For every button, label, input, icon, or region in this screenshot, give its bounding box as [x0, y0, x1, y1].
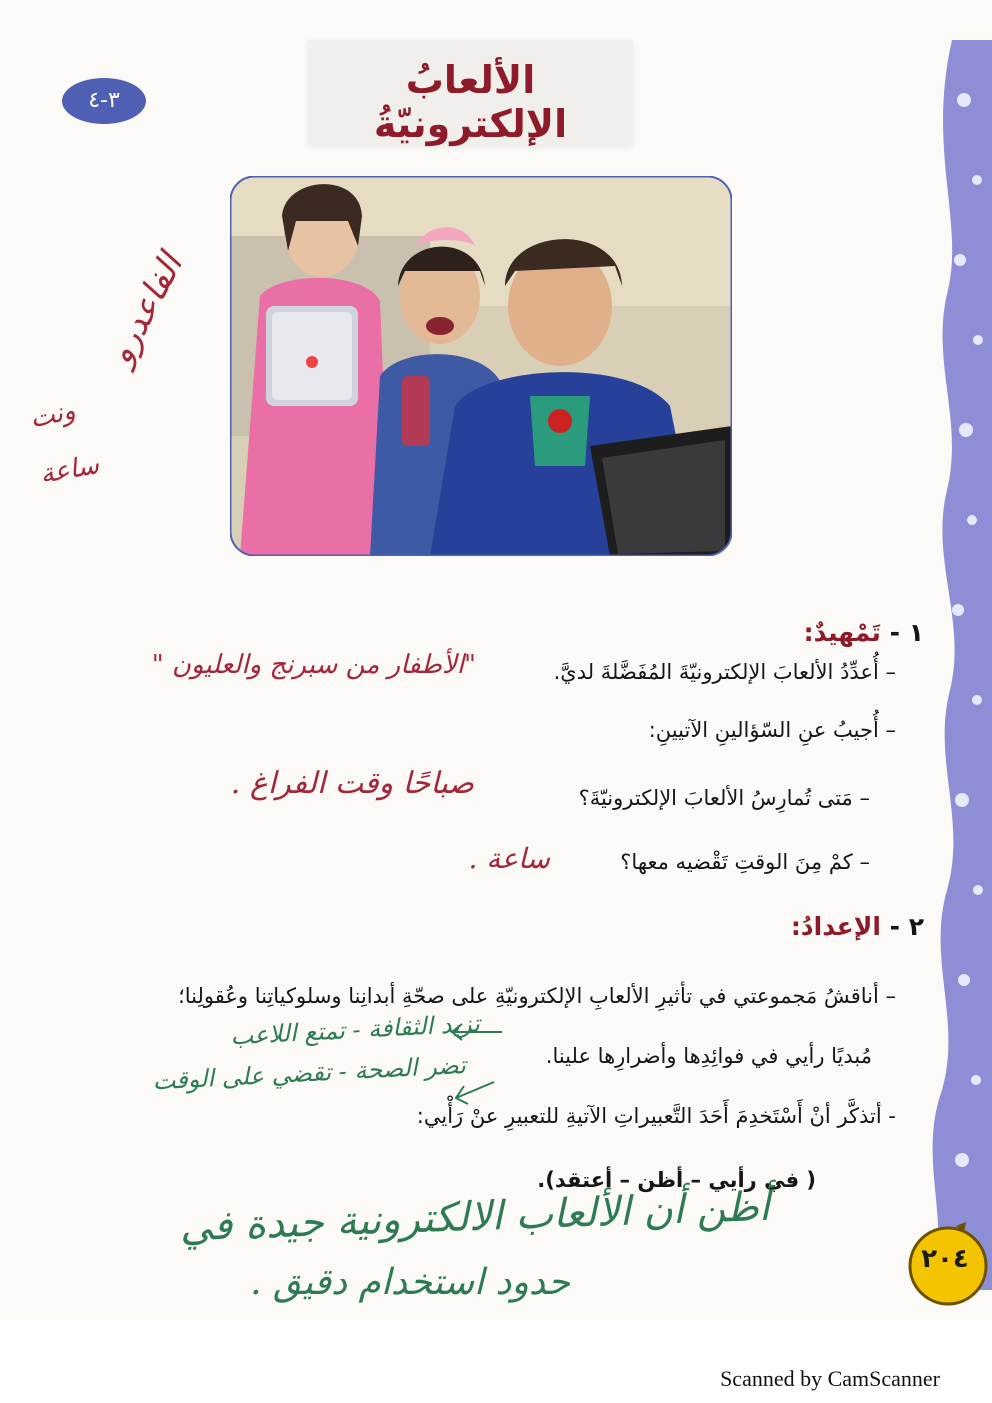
scanner-watermark: Scanned by CamScanner — [720, 1366, 940, 1391]
answer-when: صباحًا وقت الفراغ . — [230, 766, 474, 801]
page-title: الألعابُ الإلكترونيّةُ — [373, 58, 568, 146]
answer-questions-prompt: – أُجيبُ عنِ السّؤالينِ الآتيينِ: — [648, 718, 896, 742]
opinion-answer-line-1: أظن أن الألعاب الالكترونية جيدة في — [179, 1183, 771, 1251]
decorative-side-stripe — [922, 40, 992, 1290]
question-time: – كمْ مِنَ الوقتِ تَقْضيه معها؟ — [620, 850, 870, 874]
margin-note: ساعة — [37, 450, 102, 490]
margin-note: ونت — [27, 395, 78, 435]
harms-note: تضر الصحة - تقضي على الوقت — [151, 1051, 467, 1096]
expressions-reminder: - أتذكَّر أنْ أَسْتَخدِمَ أَحَدَ التَّعبيراتِ الآتيةِ للتعبيرِ عنْ رَأْيي: — [416, 1104, 896, 1128]
discussion-text-line-2: مُبديًا رأيي في فوائِدِها وأضرارِها علينا. — [545, 1044, 872, 1068]
section-heading-preparation: ٢ - الإعدادُ: — [790, 912, 924, 941]
discussion-text-line-1: – أناقشُ مَجموعتي في تأثيرِ الألعابِ الإلكترونيّةِ على صحّةِ أبدانِنا وسلوكياتِنا وعُقولِنا؛ — [178, 984, 896, 1008]
section-heading-intro: ١ - تَمْهيدٌ: — [803, 618, 924, 647]
opinion-answer-line-2: حدود استخدام دقيق . — [250, 1262, 570, 1303]
lesson-number-badge: ٣-٤ — [62, 78, 146, 124]
margin-note: الفاعدرو — [100, 247, 191, 371]
children-playing-games-photo — [230, 176, 732, 556]
favorite-games-answer: "الأطفار من سبرنج والعليون " — [151, 650, 476, 680]
opinion-expressions: ( في رأيي – أظن – أعتقد). — [537, 1168, 816, 1192]
page-number: ٢٠٤ — [921, 1244, 969, 1274]
answer-time: ساعة . — [468, 842, 550, 875]
benefits-note: تزيد الثقافة - تمتع اللاعب — [229, 1009, 481, 1051]
favorite-games-prompt: – أُعدِّدُ الألعابَ الإلكترونيّةَ المُفَضَّلةَ لديَّ. — [553, 660, 896, 684]
arrow-marks — [444, 1020, 504, 1110]
question-when: – مَتى تُمارِسُ الألعابَ الإلكترونيّةَ؟ — [578, 786, 870, 810]
